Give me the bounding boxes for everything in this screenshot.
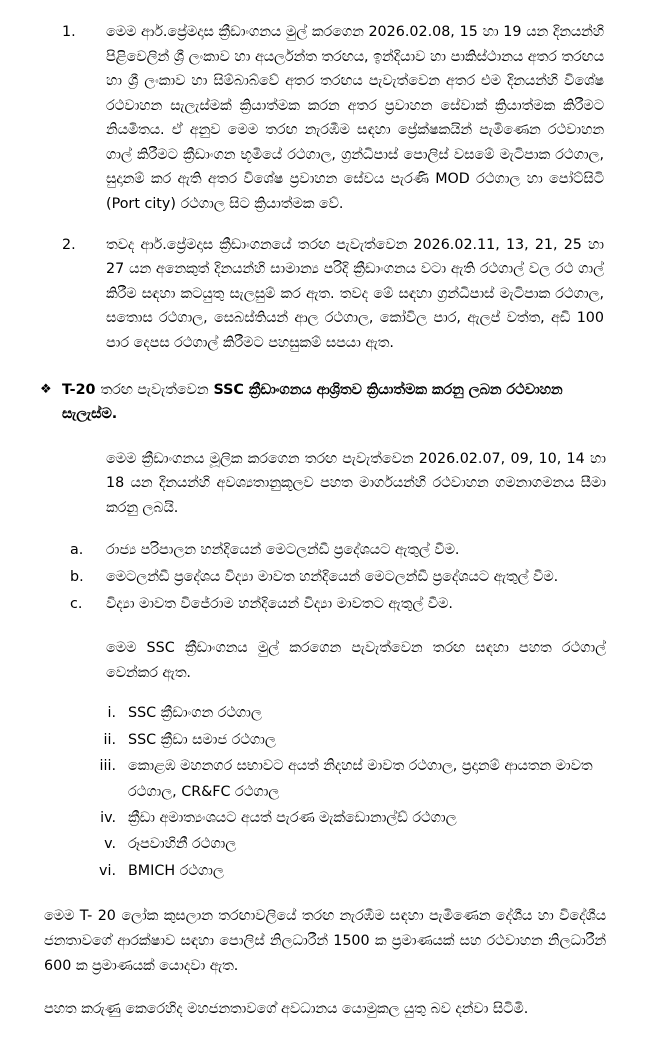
closing-paragraph: මෙම T- 20 ලෝක කුසලාන තරඟාවලියේ තරඟ නැරඹීම සඳහා පැමිණෙන දේශීය හා විදේශීය ජනතාවගේ ආරක්ෂාව සඳහා පොලිස් නිලධාරීන් 1500 ක ප්‍රමාණයක් සහ රථවාහන නිලධාරීන් 600 ක ප්‍රමාණයක් යොදවා ඇත.: [44, 908, 606, 975]
list-marker: vi.: [99, 862, 116, 879]
final-paragraph: පහත කරුණු කෙරෙහිද මහජනතාවගේ අවධානය යොමුකල යුතු බව දන්වා සිටිමි.: [44, 1000, 529, 1017]
list-item-text: ක්‍රීඩා අමාත්‍යංශයට අයත් පැරණ මැක්ඩොනාල්ඩ් රථගාල: [128, 810, 457, 827]
parking-intro-suffix: ක්‍රීඩාංගනය මුල් කරගෙන පැවැත්වෙන තරඟ සඳහා පහත රථගාල් වෙන්කර ඇත.: [106, 640, 606, 681]
paragraph-text: තවද ආර්.ප්‍රේමදාස ක්‍රීඩාංගනයේ තරඟ පැවැත්වෙන 2026.02.11, 13, 21, 25 හා 27 යන අනෙකුත් දිනයන්හි සාමාන්‍ය පරිදි ක්‍රීඩාංගනය වටා ඇති රථගාල් වල රථ ගාල් කිරීම සඳහා කටයුතු සැලසුම් කර ඇත. තවද මේ සඳහා ග්‍රන්ධිපාස් මැටිපාක රථගාල, සතොස රථගාල, සෙබස්තියන් ආල රථගාල, කෝවිල පාර, ඇලප් වත්ත, අඩි 100 පාර දෙපස රථගාල් කිරීමට පහසුකම් සපයා ඇත.: [106, 236, 604, 351]
list-item: [0, 754, 606, 805]
list-item-text: SSC ක්‍රීඩාංගන රථගාල: [128, 705, 262, 722]
list-item-text: රූපවාහිනී රථගාල: [128, 836, 237, 853]
list-marker: b.: [70, 568, 84, 585]
list-marker: iii.: [99, 758, 116, 775]
list-marker: v.: [104, 836, 116, 853]
list-marker: 1.: [62, 24, 76, 40]
heading-code: SSC: [213, 381, 244, 398]
list-marker: ii.: [103, 731, 116, 748]
list-item: [0, 701, 606, 726]
list-item: [0, 806, 606, 831]
list-item: [0, 859, 606, 884]
section-heading: [0, 378, 606, 427]
parking-intro-paragraph: [106, 636, 606, 685]
parking-intro-prefix: මෙම: [106, 640, 137, 657]
roman-list: [0, 701, 606, 884]
section-heading-text: [62, 378, 606, 427]
list-item: [0, 565, 606, 590]
document-page: [0, 20, 650, 1048]
list-marker: a.: [70, 542, 84, 559]
heading-suffix: ක්‍රීඩාංගනය ආශ්‍රිතව ක්‍රියාත්මක කරනු ලබන රථවාහන සැලැස්ම.: [62, 381, 563, 423]
intro-paragraph: මෙම ක්‍රීඩාංගනය මූලික කරගෙන තරඟ පැවැත්වෙන 2026.02.07, 09, 10, 14 හා 18 යන දිනයන්හි අවශ්‍යතානුකූලව පහත මාර්ගයන්හි රථවාහන ගමනාගමනය සීමා කරනු ලබයි.: [106, 450, 606, 516]
parking-intro-code: SSC: [146, 640, 175, 657]
heading-prefix: T-20: [62, 381, 96, 398]
list-item-text: විද්‍යා මාවත විජේරාම හන්දියෙන් විද්‍යා මාවතට ඇතුල් වීම.: [106, 595, 453, 612]
lettered-list: [0, 538, 606, 616]
list-item: [0, 728, 606, 753]
diamond-bullet-icon: ❖: [40, 381, 52, 397]
list-marker: 2.: [62, 236, 76, 253]
list-item: [0, 832, 606, 857]
list-item-text: BMICH රථගාල: [128, 862, 224, 879]
numbered-item: [0, 20, 606, 217]
list-marker: iv.: [100, 810, 116, 827]
numbered-item: [0, 233, 606, 356]
list-item-text: කොළඹ මහනගර සභාවට අයත් නිදහස් මාවත රථගාල, ප්‍රදානම් ආයතන මාවත රථගාල, CR&FC රථගාල: [128, 758, 593, 800]
list-marker: c.: [70, 595, 83, 612]
list-marker: i.: [107, 705, 116, 722]
list-item: [0, 592, 606, 617]
list-item-text: රාජ්‍ය පරිපාලන හන්දියෙන් මෙටලන්ඩී ප්‍රදේශයට ඇතුල් වීම.: [106, 542, 460, 559]
list-item-text: මෙටලන්ඩී ප්‍රදේශය විද්‍යා මාවත හන්දියෙන් මෙටලන්ඩී ප්‍රදේශයට ඇතුල් වීම.: [106, 568, 559, 585]
heading-mid: තරඟ පැවැත්වෙන: [100, 381, 209, 398]
paragraph-text: මෙම ආර්.ප්‍රේමදාස ක්‍රීඩාංගනය මුල් කරගෙන 2026.02.08, 15 හා 19 යන දිනයන්හි පිළිවෙලින් ශ්‍රී ලංකාව හා අයර්ලන්ත තරඟය, ඉන්දියාව හා පාකිස්ථානය අතර තරඟය හා ශ්‍රී ලංකාව හා සිම්බාබ්වේ අතර තරඟය පැවැත්වෙන අතර එම දිනයන්හි විශේෂ රථවාහන සැලැස්මක් ක්‍රියාත්මක කරන අතර ප්‍රවාහන සේවාක් ක්‍රියාත්මක කිරීමට නියමිතය. ඒ අනුව මෙම තරඟ නැරඹීම සඳහා ප්‍රේක්ෂකයින් පැමිණෙන රථවාහන ගාල් කිරීමට ක්‍රීඩාංගන භූමියේ රථගාල, ග්‍රන්ධිපාස් පොලිස් වසමේ මැටිපාක රථගාල, සුදානම් කර ඇති අතර විශේෂ ප්‍රවාහන සේවය පැරණි MOD රථගාල හා පෝට්සිටි (Port city) රථගාල සිට ක්‍රියාත්මක වේ.: [106, 24, 604, 213]
list-item: [0, 538, 606, 563]
list-item-text: SSC ක්‍රීඩා සමාජ රථගාල: [128, 731, 276, 748]
